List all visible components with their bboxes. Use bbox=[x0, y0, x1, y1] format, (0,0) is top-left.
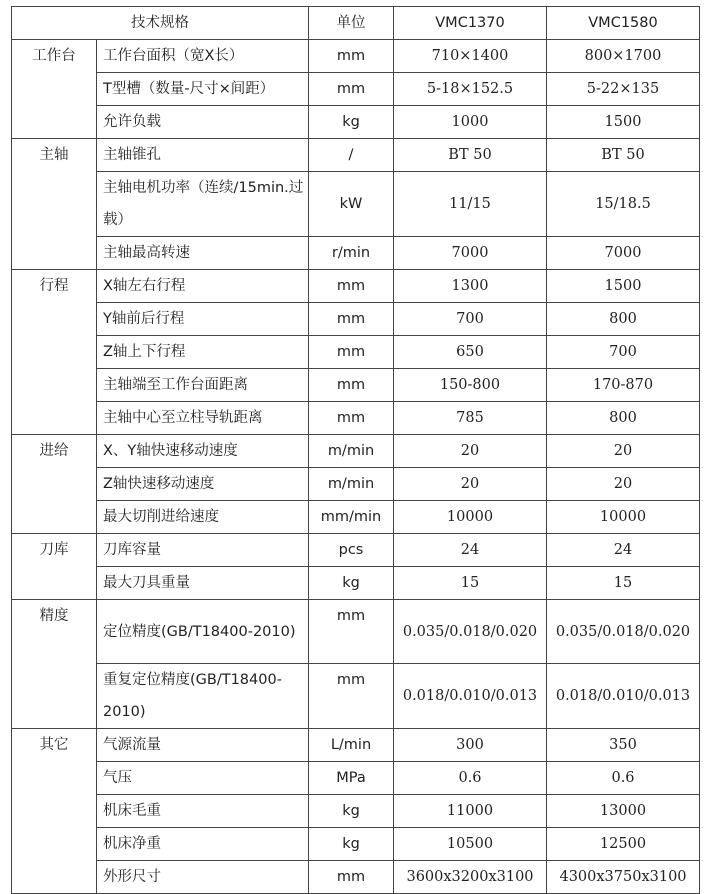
unit-cell: MPa bbox=[309, 762, 394, 795]
value-cell-model2: 7000 bbox=[547, 237, 700, 270]
unit-cell: mm bbox=[309, 369, 394, 402]
table-row bbox=[12, 40, 700, 73]
unit-cell: mm bbox=[309, 600, 394, 664]
table-row bbox=[12, 237, 700, 270]
unit-cell: m/min bbox=[309, 435, 394, 468]
value-cell-model2: 15/18.5 bbox=[547, 172, 700, 237]
value-cell-model2: 24 bbox=[547, 534, 700, 567]
table-row bbox=[12, 369, 700, 402]
value-cell-model2: 15 bbox=[547, 567, 700, 600]
value-cell-model2: 20 bbox=[547, 468, 700, 501]
table-row bbox=[12, 501, 700, 534]
unit-cell: mm bbox=[309, 336, 394, 369]
category-cell: 其它 bbox=[12, 729, 97, 894]
table-row bbox=[12, 861, 700, 894]
table-row bbox=[12, 106, 700, 139]
item-cell: 允许负载 bbox=[97, 106, 309, 139]
item-cell: 主轴中心至立柱导轨距离 bbox=[97, 402, 309, 435]
unit-cell: mm bbox=[309, 664, 394, 729]
value-cell-model1: 785 bbox=[394, 402, 547, 435]
unit-cell: mm bbox=[309, 402, 394, 435]
table-row bbox=[12, 172, 700, 237]
category-cell: 工作台 bbox=[12, 40, 97, 139]
item-cell: 主轴端至工作台面距离 bbox=[97, 369, 309, 402]
value-cell-model1: 5-18×152.5 bbox=[394, 73, 547, 106]
value-cell-model1: 700 bbox=[394, 303, 547, 336]
value-cell-model1: 24 bbox=[394, 534, 547, 567]
value-cell-model2: 1500 bbox=[547, 106, 700, 139]
item-cell: X、Y轴快速移动速度 bbox=[97, 435, 309, 468]
item-cell: 重复定位精度(GB/T18400-2010) bbox=[97, 664, 309, 729]
value-cell-model1: 10500 bbox=[394, 828, 547, 861]
value-cell-model1: 11000 bbox=[394, 795, 547, 828]
unit-cell: kW bbox=[309, 172, 394, 237]
item-cell: 气源流量 bbox=[97, 729, 309, 762]
category-cell: 精度 bbox=[12, 600, 97, 729]
unit-cell: mm/min bbox=[309, 501, 394, 534]
item-cell: 定位精度(GB/T18400-2010) bbox=[97, 600, 309, 664]
item-cell: 主轴锥孔 bbox=[97, 139, 309, 172]
table-row bbox=[12, 270, 700, 303]
header-model2: VMC1580 bbox=[547, 7, 700, 40]
item-cell: Z轴快速移动速度 bbox=[97, 468, 309, 501]
value-cell-model1: 7000 bbox=[394, 237, 547, 270]
unit-cell: mm bbox=[309, 303, 394, 336]
table-row bbox=[12, 729, 700, 762]
category-cell: 刀库 bbox=[12, 534, 97, 600]
value-cell-model1: 0.035/0.018/0.020 bbox=[394, 600, 547, 664]
value-cell-model1: 10000 bbox=[394, 501, 547, 534]
item-cell: T型槽（数量-尺寸×间距） bbox=[97, 73, 309, 106]
value-cell-model2: 170-870 bbox=[547, 369, 700, 402]
value-cell-model1: 0.6 bbox=[394, 762, 547, 795]
value-cell-model2: 10000 bbox=[547, 501, 700, 534]
value-cell-model2: 700 bbox=[547, 336, 700, 369]
item-cell: 机床净重 bbox=[97, 828, 309, 861]
item-cell: 机床毛重 bbox=[97, 795, 309, 828]
value-cell-model2: 800 bbox=[547, 402, 700, 435]
value-cell-model2: 4300x3750x3100 bbox=[547, 861, 700, 894]
unit-cell: pcs bbox=[309, 534, 394, 567]
unit-cell: mm bbox=[309, 73, 394, 106]
value-cell-model1: 150-800 bbox=[394, 369, 547, 402]
table-row bbox=[12, 795, 700, 828]
item-cell: 主轴最高转速 bbox=[97, 237, 309, 270]
table-row bbox=[12, 468, 700, 501]
unit-cell: / bbox=[309, 139, 394, 172]
item-cell: 外形尺寸 bbox=[97, 861, 309, 894]
category-cell: 行程 bbox=[12, 270, 97, 435]
header-model1: VMC1370 bbox=[394, 7, 547, 40]
item-cell: 工作台面积（宽X长） bbox=[97, 40, 309, 73]
value-cell-model2: 0.035/0.018/0.020 bbox=[547, 600, 700, 664]
value-cell-model2: 800×1700 bbox=[547, 40, 700, 73]
item-cell: 最大切削进给速度 bbox=[97, 501, 309, 534]
value-cell-model1: 1300 bbox=[394, 270, 547, 303]
value-cell-model1: 650 bbox=[394, 336, 547, 369]
unit-cell: L/min bbox=[309, 729, 394, 762]
value-cell-model1: BT 50 bbox=[394, 139, 547, 172]
unit-cell: m/min bbox=[309, 468, 394, 501]
table-row bbox=[12, 534, 700, 567]
unit-cell: kg bbox=[309, 106, 394, 139]
unit-cell: mm bbox=[309, 270, 394, 303]
item-cell: 主轴电机功率（连续/15min.过载） bbox=[97, 172, 309, 237]
item-cell: 气压 bbox=[97, 762, 309, 795]
table-row bbox=[12, 435, 700, 468]
value-cell-model2: 13000 bbox=[547, 795, 700, 828]
value-cell-model1: 15 bbox=[394, 567, 547, 600]
value-cell-model2: 20 bbox=[547, 435, 700, 468]
table-row bbox=[12, 402, 700, 435]
table-row bbox=[12, 828, 700, 861]
unit-cell: kg bbox=[309, 828, 394, 861]
table-row bbox=[12, 567, 700, 600]
value-cell-model2: 12500 bbox=[547, 828, 700, 861]
item-cell: 最大刀具重量 bbox=[97, 567, 309, 600]
header-row bbox=[12, 7, 700, 40]
value-cell-model1: 1000 bbox=[394, 106, 547, 139]
value-cell-model1: 300 bbox=[394, 729, 547, 762]
table-row bbox=[12, 303, 700, 336]
value-cell-model1: 710×1400 bbox=[394, 40, 547, 73]
value-cell-model2: 800 bbox=[547, 303, 700, 336]
value-cell-model1: 0.018/0.010/0.013 bbox=[394, 664, 547, 729]
unit-cell: mm bbox=[309, 861, 394, 894]
table-row bbox=[12, 73, 700, 106]
unit-cell: kg bbox=[309, 567, 394, 600]
item-cell: Z轴上下行程 bbox=[97, 336, 309, 369]
value-cell-model1: 20 bbox=[394, 435, 547, 468]
value-cell-model1: 3600x3200x3100 bbox=[394, 861, 547, 894]
item-cell: 刀库容量 bbox=[97, 534, 309, 567]
table-row bbox=[12, 600, 700, 664]
table-row bbox=[12, 762, 700, 795]
spec-table bbox=[11, 6, 700, 894]
category-cell: 进给 bbox=[12, 435, 97, 534]
table-row bbox=[12, 139, 700, 172]
value-cell-model2: 0.6 bbox=[547, 762, 700, 795]
item-cell: X轴左右行程 bbox=[97, 270, 309, 303]
category-cell: 主轴 bbox=[12, 139, 97, 270]
unit-cell: kg bbox=[309, 795, 394, 828]
unit-cell: r/min bbox=[309, 237, 394, 270]
item-cell: Y轴前后行程 bbox=[97, 303, 309, 336]
table-row bbox=[12, 336, 700, 369]
value-cell-model1: 11/15 bbox=[394, 172, 547, 237]
value-cell-model2: 5-22×135 bbox=[547, 73, 700, 106]
table-row bbox=[12, 664, 700, 729]
header-unit: 单位 bbox=[309, 7, 394, 40]
unit-cell: mm bbox=[309, 40, 394, 73]
value-cell-model2: 0.018/0.010/0.013 bbox=[547, 664, 700, 729]
value-cell-model2: 350 bbox=[547, 729, 700, 762]
value-cell-model1: 20 bbox=[394, 468, 547, 501]
value-cell-model2: 1500 bbox=[547, 270, 700, 303]
header-spec: 技术规格 bbox=[12, 7, 309, 40]
value-cell-model2: BT 50 bbox=[547, 139, 700, 172]
